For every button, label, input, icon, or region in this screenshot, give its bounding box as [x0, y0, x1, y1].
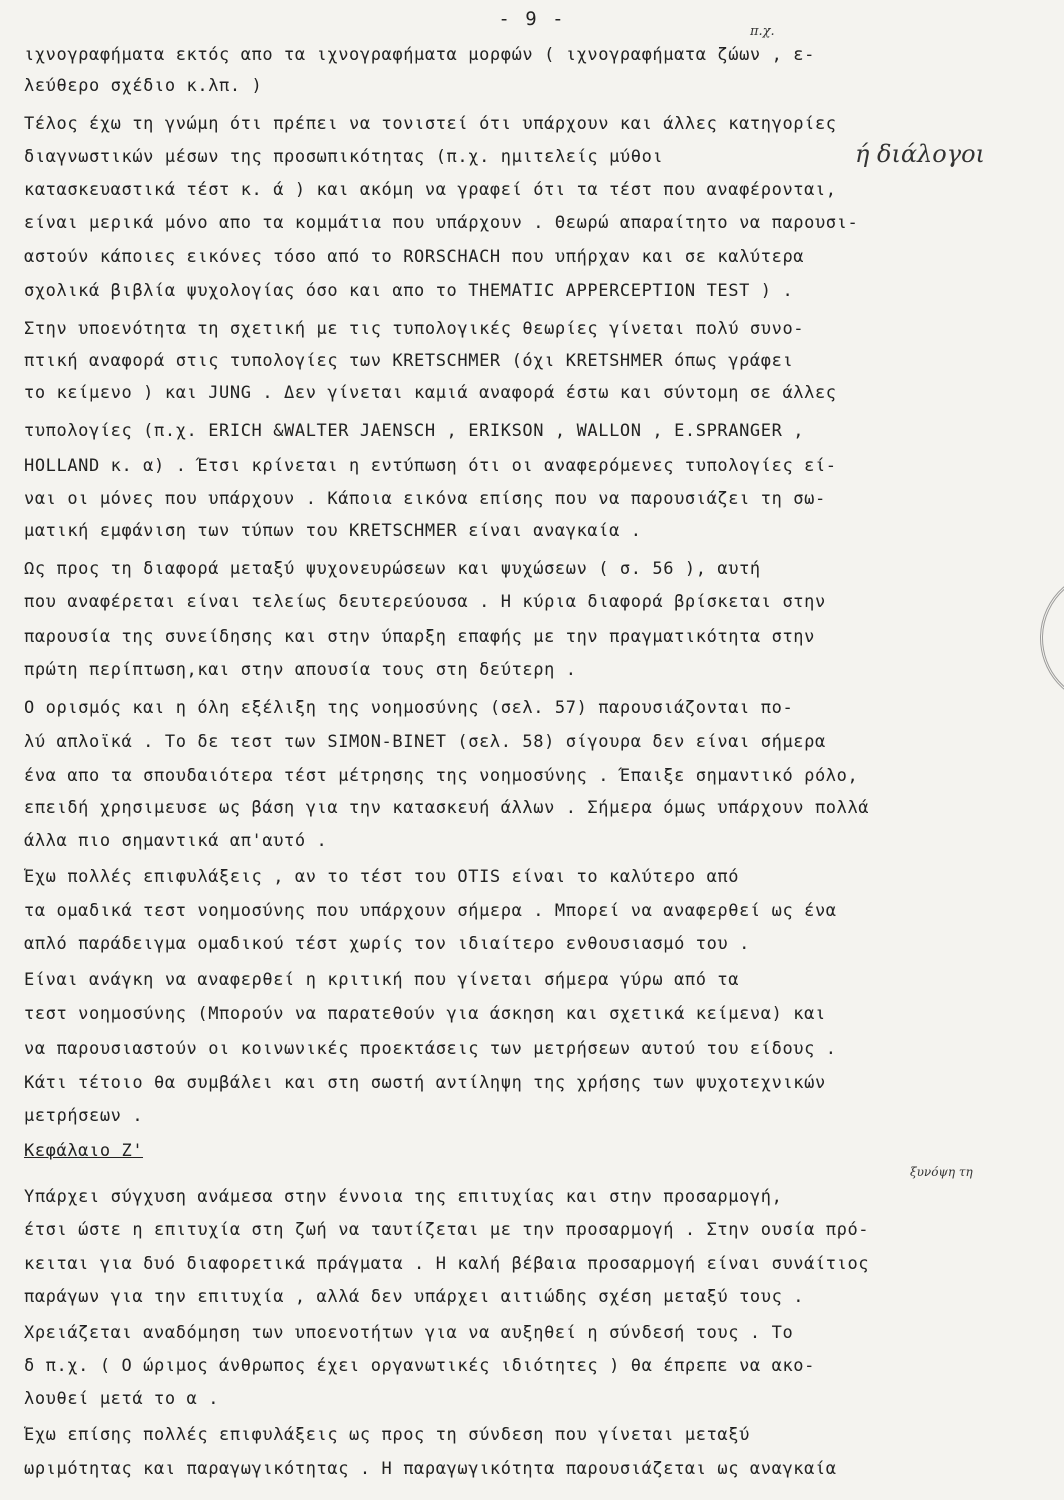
text-line: έτσι ώστε η επιτυχία στη ζωή να ταυτίζεται με την προσαρμογή . Στην ουσία πρό-	[24, 1220, 870, 1240]
handwritten-annotation: π.χ.	[750, 24, 775, 39]
text-line: Ο ορισμός και η όλη εξέλιξη της νοημοσύνης (σελ. 57) παρουσιάζονται πο-	[24, 698, 794, 718]
text-line: ναι οι μόνες που υπάρχουν . Κάποια εικόνα επίσης που να παρουσιάζει τη σω-	[24, 489, 826, 509]
text-line: Χρειάζεται αναδόμηση των υποενοτήτων για να αυξηθεί η σύνδεσή τους . Το	[24, 1323, 794, 1343]
handwritten-annotation: ή διάλογοι	[855, 140, 985, 168]
text-line: λουθεί μετά το α .	[24, 1389, 220, 1409]
text-line: HOLLAND κ. α) . Έτσι κρίνεται η εντύπωση ότι οι αναφερόμενες τυπολογίες εί-	[24, 456, 837, 476]
text-line: διαγνωστικών μέσων της προσωπικότητας (π.χ. ημιτελείς μύθοι	[24, 147, 664, 167]
text-line: πτική αναφορά στις τυπολογίες των KRETSCHMER (όχι KRETSHMER όπως γράφει	[24, 351, 794, 371]
chapter-heading: Κεφάλαιο Ζ'	[24, 1141, 144, 1161]
text-line: ιχνογραφήματα εκτός απο τα ιχνογραφήματα μορφών ( ιχνογραφήματα ζώων , ε-	[24, 45, 815, 65]
text-line: που αναφέρεται είναι τελείως δευτερεύουσα . Η κύρια διαφορά βρίσκεται στην	[24, 592, 826, 612]
text-line: κατασκευαστικά τέστ κ. ά ) και ακόμη να γραφεί ότι τα τέστ που αναφέρονται,	[24, 180, 837, 200]
text-line: ωριμότητας και παραγωγικότητας . Η παραγωγικότητα παρουσιάζεται ως αναγκαία	[24, 1459, 837, 1479]
text-line: σχολικά βιβλία ψυχολογίας όσο και απο το THEMATIC APPERCEPTION TEST ) .	[24, 281, 794, 301]
text-line: Ως προς τη διαφορά μεταξύ ψυχονευρώσεων και ψυχώσεων ( σ. 56 ), αυτή	[24, 559, 761, 579]
text-line: λύ απλοϊκά . Το δε τεστ των SIMON-BINET (σελ. 58) σίγουρα δεν είναι σήμερα	[24, 732, 826, 752]
text-line: μετρήσεων .	[24, 1106, 144, 1126]
page-number: - 9 -	[498, 8, 566, 30]
text-line: παράγων για την επιτυχία , αλλά δεν υπάρχει αιτιώδης σχέση μεταξύ τους .	[24, 1287, 805, 1307]
text-line: παρουσία της συνείδησης και στην ύπαρξη επαφής με την πραγματικότητα στην	[24, 627, 815, 647]
text-line: ματική εμφάνιση των τύπων του KRETSCHMER είναι αναγκαία .	[24, 521, 642, 541]
text-line: επειδή χρησιμευσε ως βάση για την κατασκευή άλλων . Σήμερα όμως υπάρχουν πολλά	[24, 798, 870, 818]
text-line: λεύθερο σχέδιο κ.λπ. )	[24, 76, 263, 96]
text-line: Έχω επίσης πολλές επιφυλάξεις ως προς τη σύνδεση που γίνεται μεταξύ	[24, 1425, 750, 1445]
text-line: τεστ νοημοσύνης (Μπορούν να παρατεθούν για άσκηση και σχετικά κείμενα) και	[24, 1004, 826, 1024]
text-line: τα ομαδικά τεστ νοημοσύνης που υπάρχουν σήμερα . Μπορεί να αναφερθεί ως ένα	[24, 901, 837, 921]
text-line: κειται για δυό διαφορετικά πράγματα . Η καλή βέβαια προσαρμογή είναι συνάίτιος	[24, 1254, 870, 1274]
text-line: δ π.χ. ( Ο ώριμος άνθρωπος έχει οργανωτικές ιδιότητες ) θα έπρεπε να ακο-	[24, 1356, 815, 1376]
text-line: πρώτη περίπτωση,και στην απουσία τους στη δεύτερη .	[24, 660, 577, 680]
text-line: απλό παράδειγμα ομαδικού τέστ χωρίς τον ιδιαίτερο ενθουσιασμό του .	[24, 934, 750, 954]
text-line: ένα απο τα σπουδαιότερα τέστ μέτρησης της νοημοσύνης . Έπαιξε σημαντικό ρόλο,	[24, 766, 859, 786]
text-line: Στην υποενότητα τη σχετική με τις τυπολογικές θεωρίες γίνεται πολύ συνο-	[24, 319, 805, 339]
text-line: είναι μερικά μόνο απο τα κομμάτια που υπάρχουν . Θεωρώ απαραίτητο να παρουσι-	[24, 213, 859, 233]
text-line: Υπάρχει σύγχυση ανάμεσα στην έννοια της επιτυχίας και στην προσαρμογή,	[24, 1187, 783, 1207]
text-line: τυπολογίες (π.χ. ERICH &WALTER JAENSCH , ERIKSON , WALLON , E.SPRANGER ,	[24, 421, 805, 441]
text-line: Κάτι τέτοιο θα συμβάλει και στη σωστή αντίληψη της χρήσης των ψυχοτεχνικών	[24, 1073, 826, 1093]
text-line: το κείμενο ) και JUNG . Δεν γίνεται καμιά αναφορά έστω και σύντομη σε άλλες	[24, 383, 837, 403]
text-line: άλλα πιο σημαντικά απ'αυτό .	[24, 831, 328, 851]
text-line: να παρουσιαστούν οι κοινωνικές προεκτάσεις των μετρήσεων αυτού του είδους .	[24, 1039, 837, 1059]
text-line: Είναι ανάγκη να αναφερθεί η κριτική που γίνεται σήμερα γύρω από τα	[24, 970, 740, 990]
text-line: αστούν κάποιες εικόνες τόσο από το RORSCHACH που υπήρχαν και σε καλύτερα	[24, 247, 805, 267]
text-line: Τέλος έχω τη γνώμη ότι πρέπει να τονιστεί ότι υπάρχουν και άλλες κατηγορίες	[24, 114, 837, 134]
text-line: Έχω πολλές επιφυλάξεις , αν το τέστ του OTIS είναι το καλύτερο από	[24, 867, 740, 887]
handwritten-annotation: ξυνόψη τη	[910, 1165, 973, 1179]
